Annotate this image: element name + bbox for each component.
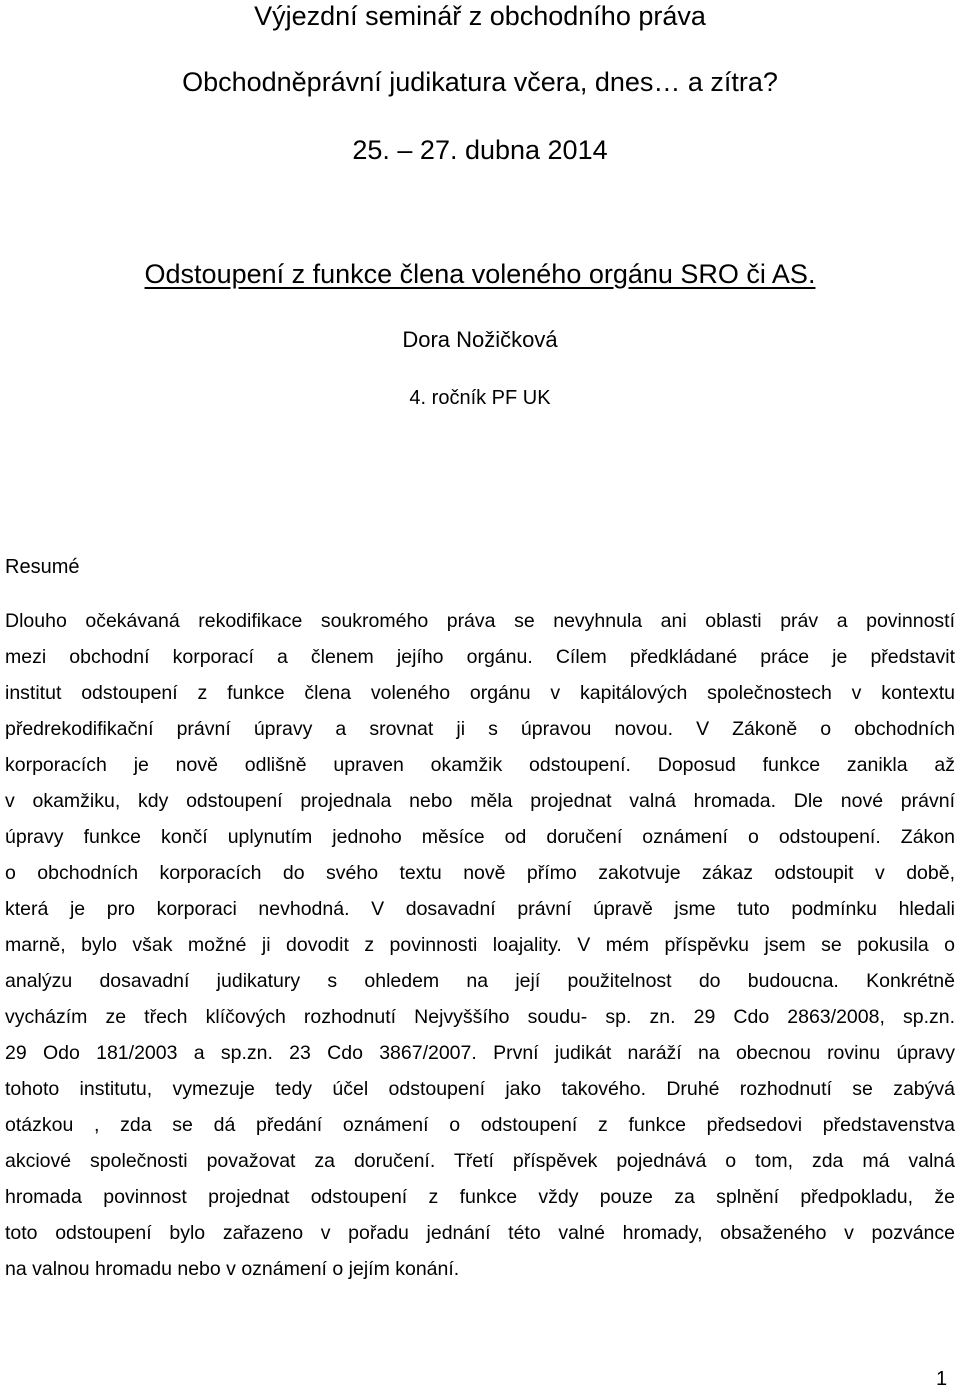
- resume-line: toto odstoupení bylo zařazeno v pořadu jednání této valné hromady, obsaženého v pozvánce: [5, 1222, 955, 1244]
- resume-line: předrekodifikační právní úpravy a srovnat ji s úpravou novou. V Zákoně o obchodních: [5, 718, 955, 740]
- resume-line: vycházím ze třech klíčových rozhodnutí Nejvyššího soudu- sp. zn. 29 Cdo 2863/2008, sp.zn.: [5, 1006, 955, 1028]
- seminar-subtitle: Obchodněprávní judikatura včera, dnes… a zítra?: [182, 67, 778, 97]
- resume-line: Dlouho očekávaná rekodifikace soukromého práva se nevyhnula ani oblasti práv a povinností: [5, 610, 955, 632]
- resume-heading: Resumé: [5, 556, 80, 578]
- resume-line: úpravy funkce končí uplynutím jednoho měsíce od doručení oznámení o odstoupení. Zákon: [5, 826, 955, 848]
- resume-line: marně, bylo však možné ji dovodit z povinnosti loajality. V mém příspěvku jsem se pokusila o: [5, 934, 955, 956]
- seminar-title: Výjezdní seminář z obchodního práva: [254, 1, 706, 31]
- page-number: 1: [936, 1368, 948, 1390]
- resume-body: [5, 603, 955, 1287]
- resume-line: 29 Odo 181/2003 a sp.zn. 23 Cdo 3867/2007. První judikát naráží na obecnou rovinu úpravy: [5, 1042, 955, 1064]
- resume-line: která je pro korporaci nevhodná. V dosavadní právní úpravě jsme tuto podmínku hledali: [5, 898, 955, 920]
- resume-line: mezi obchodní korporací a členem jejího orgánu. Cílem předkládané práce je představit: [5, 646, 955, 668]
- resume-line: o obchodních korporacích do svého textu nově přímo zakotvuje zákaz odstoupit v době,: [5, 862, 955, 884]
- resume-line: tohoto institutu, vymezuje tedy účel odstoupení jako takového. Druhé rozhodnutí se zabývá: [5, 1078, 955, 1100]
- resume-line: hromada povinnost projednat odstoupení z funkce vždy pouze za splnění předpokladu, že: [5, 1186, 955, 1208]
- article-title: Odstoupení z funkce člena voleného orgánu SRO či AS.: [144, 259, 816, 289]
- resume-line: akciové společnosti považovat za doručení. Třetí příspěvek pojednává o tom, zda má valná: [5, 1150, 955, 1172]
- resume-line: korporacích je nově odlišně upraven okamžik odstoupení. Doposud funkce zanikla až: [5, 754, 955, 776]
- seminar-dates: 25. – 27. dubna 2014: [352, 135, 608, 165]
- resume-line: institut odstoupení z funkce člena voleného orgánu v kapitálových společnostech v kontextu: [5, 682, 955, 704]
- resume-line-last: na valnou hromadu nebo v oznámení o jejím konání.: [5, 1258, 460, 1280]
- author-affiliation: 4. ročník PF UK: [409, 387, 551, 409]
- resume-line: v okamžiku, kdy odstoupení projednala nebo měla projednat valná hromada. Dle nové právní: [5, 790, 955, 812]
- resume-line: analýzu dosavadní judikatury s ohledem na její použitelnost do budoucna. Konkrétně: [5, 970, 955, 992]
- author-name: Dora Nožičková: [402, 327, 558, 352]
- resume-line: otázkou , zda se dá předání oznámení o odstoupení z funkce předsedovi představenstva: [5, 1114, 955, 1136]
